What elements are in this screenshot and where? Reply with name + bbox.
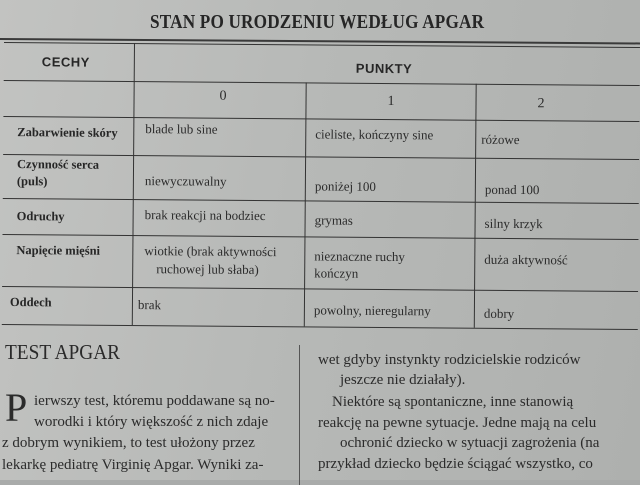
drop-cap: P	[5, 385, 28, 430]
table-cell: blade lub sine	[145, 121, 218, 137]
row-divider	[2, 234, 638, 240]
row-label: Napięcie mięśni	[16, 243, 101, 258]
paragraph-line: reakcję na pewne sytuacje. Jedne mają na celu	[318, 415, 597, 431]
paragraph-line: worodki i który większość z nich zdaje	[34, 414, 269, 430]
score-2-header: 2	[537, 96, 545, 112]
table-cell: różowe	[481, 131, 520, 148]
row-label: Zabarwienie skóry	[17, 125, 118, 140]
section-heading: TEST APGAR	[5, 340, 121, 364]
table-cell: wiotkie (brak aktywności	[144, 243, 277, 260]
header-points: PUNKTY	[355, 60, 413, 77]
row-label: (puls)	[16, 174, 48, 189]
table-cell: ponad 100	[484, 181, 540, 198]
row-label: Odruchy	[16, 209, 65, 224]
score-1-header: 1	[387, 94, 395, 110]
table-cell: dobry	[483, 305, 515, 322]
row-divider	[3, 116, 639, 122]
row-divider	[2, 286, 638, 292]
header-divider	[4, 80, 640, 86]
table-cell: ruchowej lub słaba)	[156, 261, 259, 278]
score-0-header: 0	[219, 88, 227, 104]
table-cell: kończyn	[314, 265, 359, 281]
table-cell: brak	[137, 297, 162, 313]
table-cell: nieznaczne ruchy	[314, 248, 405, 265]
table-cell: silny krzyk	[484, 215, 543, 232]
paragraph-line: lekarkę pediatrę Virginię Apgar. Wyniki za-	[2, 457, 264, 473]
table-cell: niewyczuwalny	[144, 173, 227, 189]
column-divider	[132, 43, 135, 325]
table-cell: duża aktywność	[484, 251, 568, 268]
paragraph-line: Niektóre są spontaniczne, inne stanowią	[332, 394, 574, 410]
paragraph-line: ochronić dziecko w sytuacji zagrożenia (na	[340, 435, 600, 451]
table-cell: poniżej 100	[314, 178, 376, 194]
table-cell: brak reakcji na bodziec	[144, 207, 266, 224]
row-divider	[3, 198, 639, 204]
table-cell: cieliste, kończyny sine	[315, 126, 434, 143]
table-cell: powolny, nieregularny	[313, 302, 431, 319]
column-rule	[299, 345, 300, 485]
table-cell: grymas	[314, 212, 353, 228]
paragraph-line: ierwszy test, któremu poddawane są no-	[34, 393, 275, 409]
paragraph-line: przykład dziecko będzie ściągać wszystko, co	[318, 456, 593, 472]
row-label: Czynność serca	[16, 157, 100, 172]
header-features: CECHY	[41, 54, 90, 70]
row-label: Oddech	[9, 295, 52, 310]
apgar-table	[2, 42, 640, 329]
paragraph-line: jeszcze nie działały).	[340, 372, 466, 388]
paragraph-line: wet gdyby instynkty rodzicielskie rodziców	[318, 352, 581, 368]
table-title: STAN PO URODZENIU WEDŁUG APGAR	[150, 11, 485, 33]
paragraph-line: z dobrym wynikiem, to test ułożony przez	[2, 435, 255, 451]
table-bottom-border	[2, 324, 638, 330]
